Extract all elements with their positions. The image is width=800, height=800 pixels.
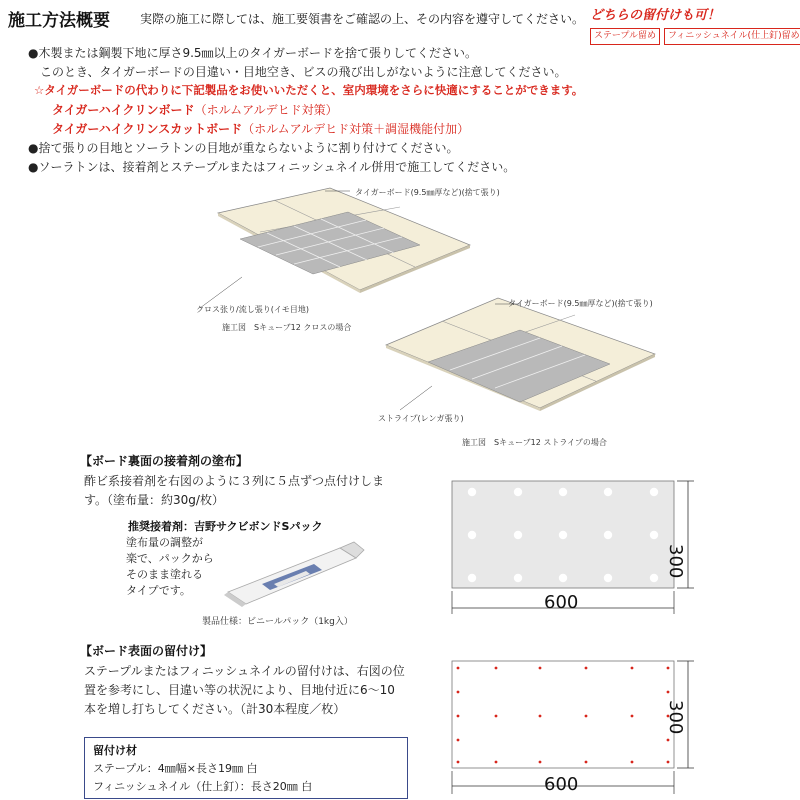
tag-finish-nail: フィニッシュネイル(仕上釘)留め (664, 28, 800, 45)
fastening-section-title: 【ボード表面の留付け】 (80, 644, 213, 658)
diagram2-pattern-label: ストライプ(レンガ張り) (378, 414, 464, 423)
diagram2-caption: 施工図 Sキューブ12 ストライプの場合 (462, 438, 607, 447)
product-2-desc: （ホルムアルデヒド対策＋調湿機能付加） (242, 122, 470, 136)
board-fastening-panel (452, 661, 674, 768)
fastening-badge-title: どちらの留付けも可！ (590, 8, 721, 23)
page-title: 施工方法概要 (8, 11, 110, 31)
adhesive-product-spec: 製品仕様：ビニールパック（1kg入） (202, 617, 353, 627)
product-1 (52, 101, 338, 118)
rec-desc-line-3: そのまま塗れる (126, 568, 203, 581)
board1-width-label: 600 (544, 592, 579, 613)
adhesive-line-2: す。（塗布量：約30g/枚） (84, 493, 224, 507)
diagram-stripe-pattern (370, 290, 670, 430)
board1-height-label: 300 (665, 544, 686, 579)
diagram1-pattern-label: クロス张り/流し張り(イモ目地) (196, 305, 309, 314)
fastening-line-1: ステープルまたはフィニッシュネイルの留付けは、右図の位 (84, 664, 405, 678)
recommended-adhesive-title: 推奨接着剤：吉野サクビボンドSパック (128, 520, 323, 533)
rec-desc-line-2: 楽で、パックから (126, 552, 214, 565)
overview-bullet-3: ●ソーラトンは、接着剤とステープルまたはフィニッシュネイル併用で施工してください。 (28, 160, 516, 174)
overview-bullet-2: ●捨て張りの目地とソーラトンの目地が重ならないように割り付けてください。 (28, 141, 459, 155)
adhesive-section-title: 【ボード裏面の接着剤の塗布】 (80, 454, 249, 468)
fastening-line-3: 本を増し打ちしてください。（計30本程度／枚） (84, 702, 346, 716)
diagram2-board-label: タイガーボード(9.5㎜厚など)(捨て張り) (508, 299, 653, 308)
fastening-materials-box (84, 737, 408, 799)
fastening-staple-spec: ステープル：4㎜幅×長さ19㎜ 白 (93, 762, 258, 775)
product-2 (52, 120, 469, 137)
overview-bullet-1: ●木製または鋼製下地に厚さ9.5㎜以上のタイガーボードを捨て張りしてください。 (28, 46, 477, 60)
page-subtitle: 実際の施工に際しては、施工要領書をご確認の上、その内容を遵守してください。 (140, 12, 585, 26)
fastening-nail-spec: フィニッシュネイル（仕上釘）：長さ20㎜ 白 (93, 780, 313, 793)
fastening-description (84, 662, 429, 719)
overview-bullet-1-cont: このとき、タイガーボードの目違い・目地空き、ビスの飛び出しがないように注意してください。 (40, 65, 567, 79)
fastening-materials-title: 留付け材 (93, 744, 137, 757)
diagram1-board-label: タイガーボード(9.5㎜厚など)(捨て張り) (355, 188, 500, 197)
diagram1-caption: 施工図 Sキューブ12 クロスの場合 (222, 323, 352, 332)
product-1-desc: （ホルムアルデヒド対策） (194, 103, 338, 117)
rec-desc-line-1: 塗布量の調整が (126, 536, 203, 549)
board2-width-label: 600 (544, 774, 579, 795)
adhesive-pack-image (222, 540, 372, 610)
tag-staple: ステープル留め (590, 28, 660, 45)
board2-height-label: 300 (665, 700, 686, 735)
overview-note: ☆タイガーボードの代わりに下記製品をお使いいただくと、室内環境をさらに快適にすることができます。 (34, 83, 584, 97)
fastening-line-2: 置を参考にし、目違い等の状況により、目地付近に6～10 (84, 683, 395, 697)
recommended-adhesive-desc (126, 535, 226, 599)
product-2-name: タイガーハイクリンスカットボード (52, 122, 243, 136)
rec-desc-line-4: タイプです。 (126, 584, 191, 597)
adhesive-line-1: 酢ビ系接着剤を右図のように３列に５点ずつ点付けしま (84, 474, 385, 488)
product-1-name: タイガーハイクリンボード (52, 103, 195, 117)
adhesive-description (84, 472, 424, 510)
